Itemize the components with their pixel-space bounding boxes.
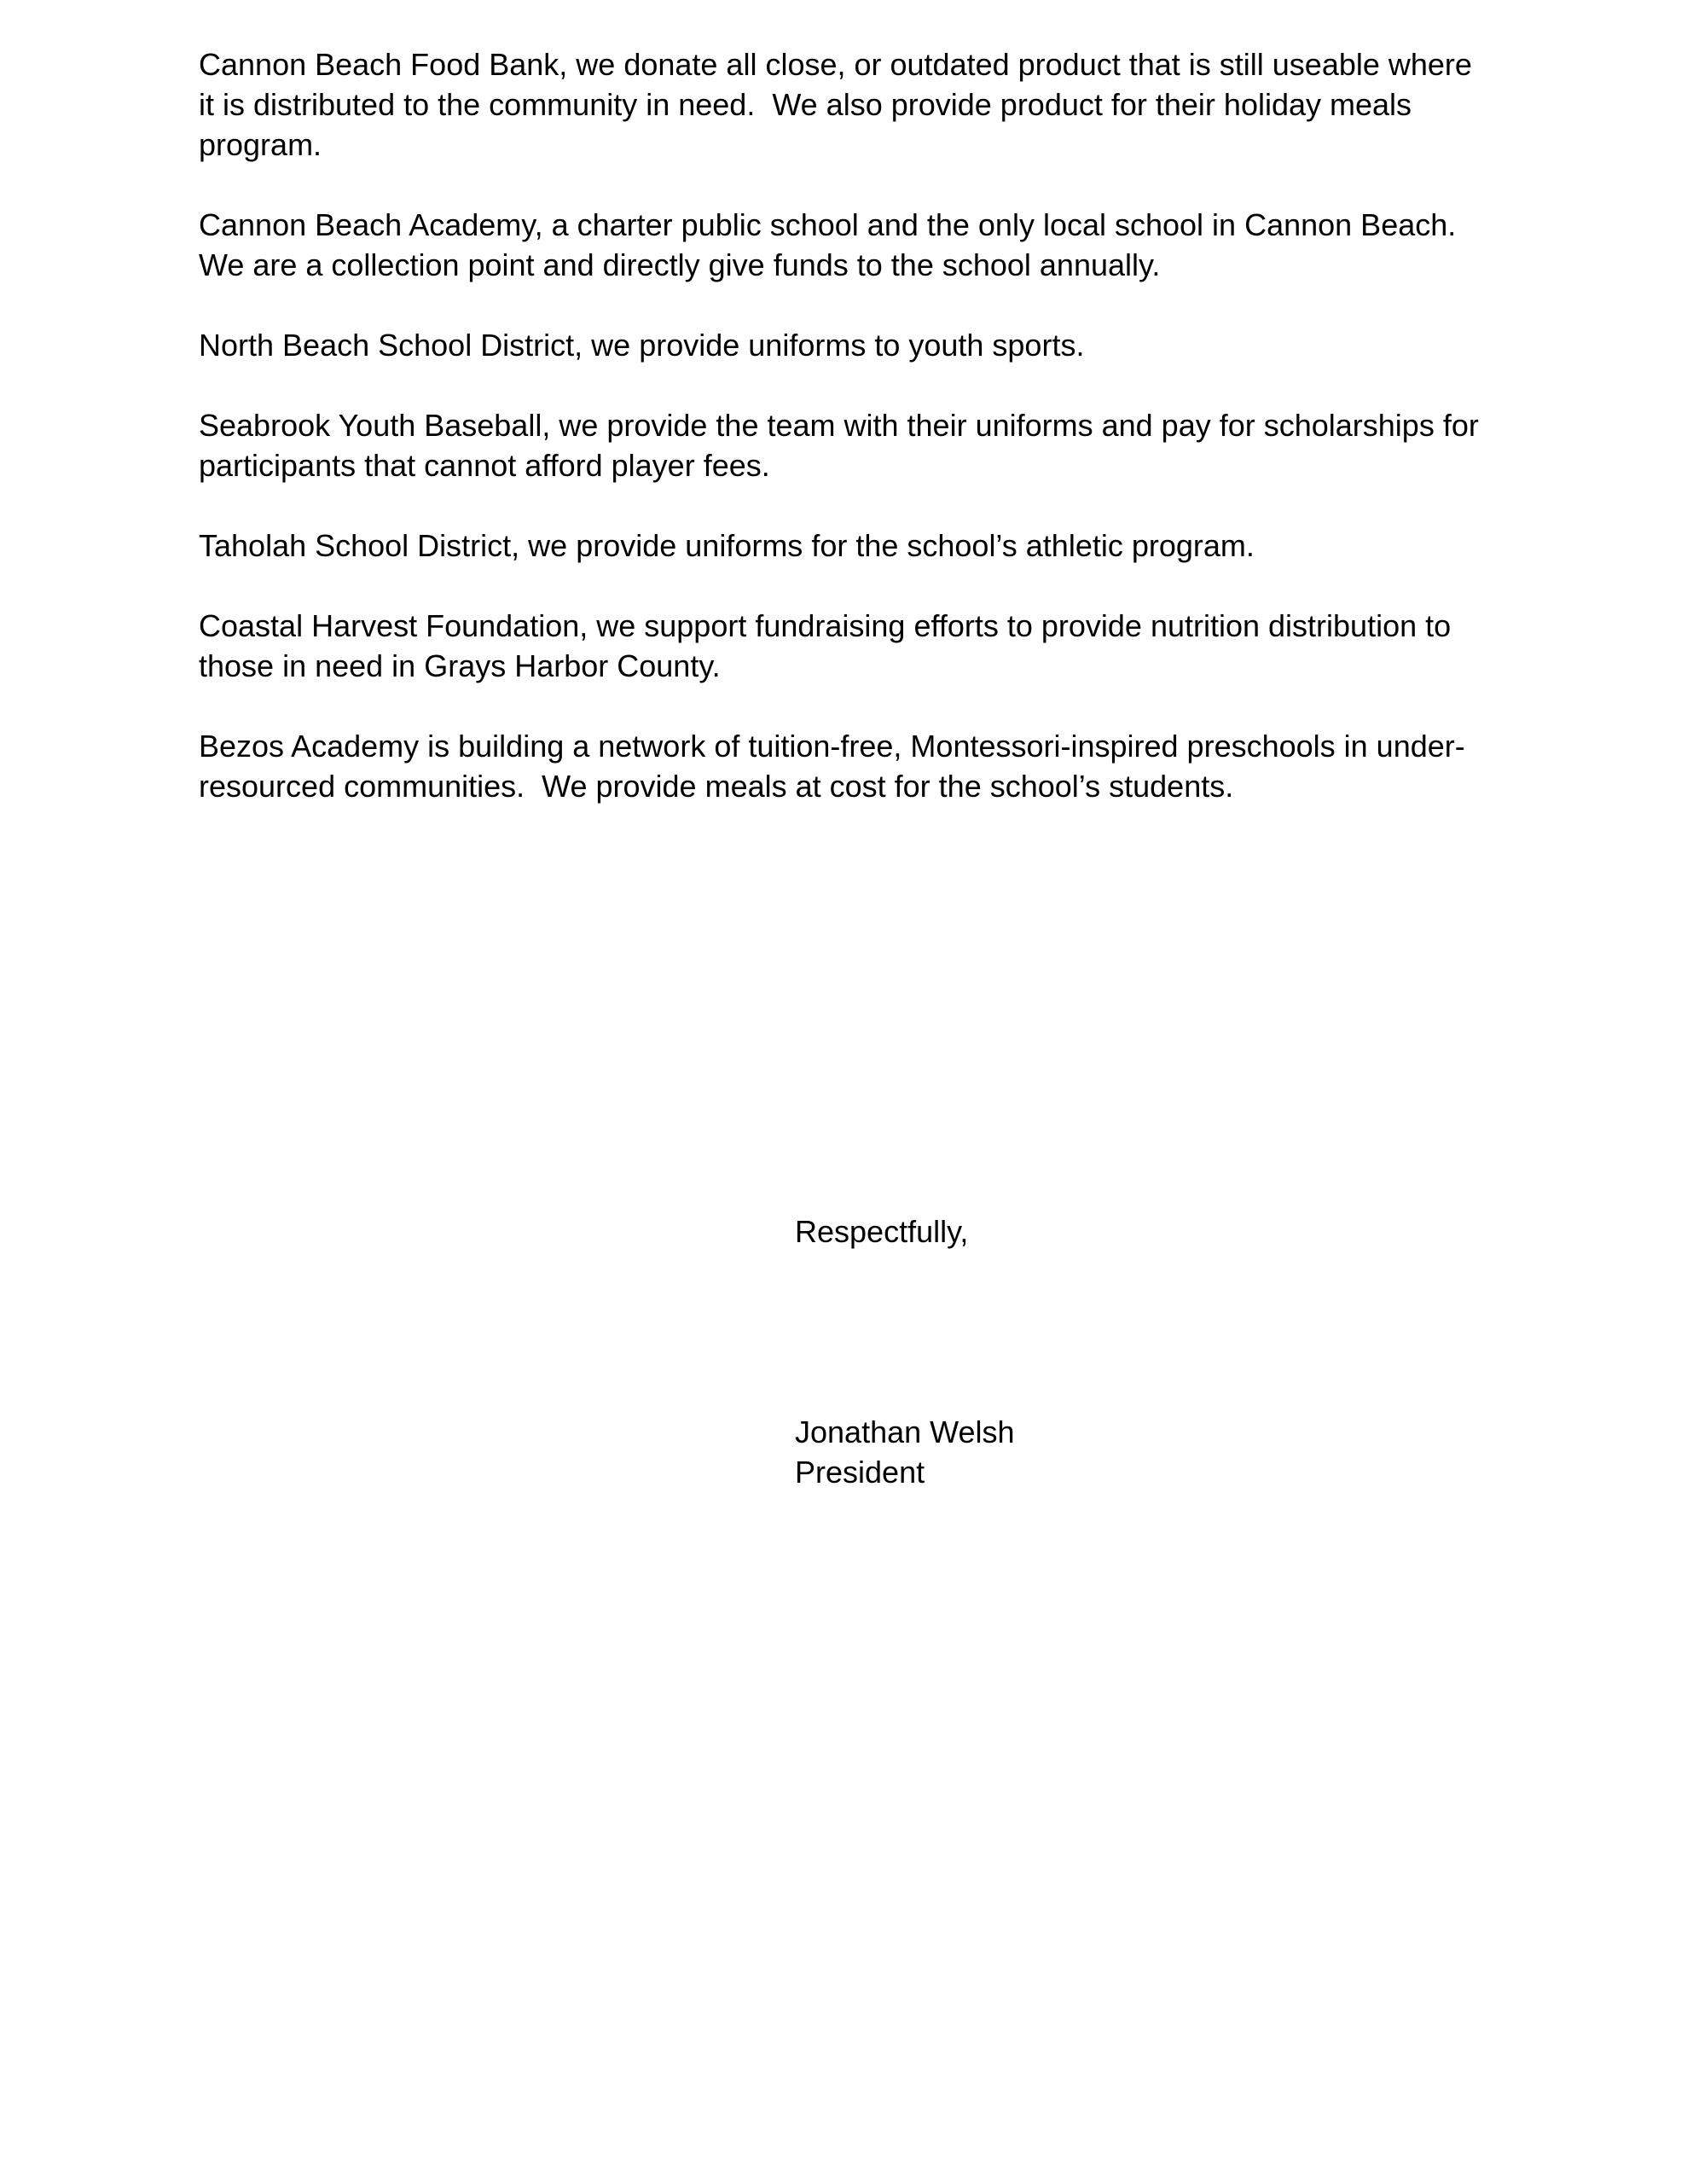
signer-name: Jonathan Welsh: [795, 1414, 1015, 1449]
paragraph-bezos-academy: Bezos Academy is building a network of tuition-free, Montessori-inspired preschools in under-resourced communities. We provide meals at cost for the school’s students.: [199, 729, 1465, 804]
paragraph-cannon-beach-academy: Cannon Beach Academy, a charter public school and the only local school in Cannon Beach. We are a collection point and directly give funds to the school annually.: [199, 207, 1465, 282]
paragraph-seabrook-youth-baseball: Seabrook Youth Baseball, we provide the team with their uniforms and pay for scholarships for participants that cannot afford player fees.: [199, 408, 1487, 483]
paragraph-coastal-harvest-foundation: Coastal Harvest Foundation, we support fundraising efforts to provide nutrition distribution to those in need in Grays Harbor County.: [199, 608, 1460, 683]
letter-body: [199, 44, 1495, 846]
closing-salutation: Respectfully,: [795, 1214, 969, 1249]
paragraph-north-beach-school-district: North Beach School District, we provide uniforms to youth sports.: [199, 328, 1085, 363]
signature-block: [795, 1412, 1015, 1492]
signer-title: President: [795, 1455, 925, 1490]
paragraph-taholah-school-district: Taholah School District, we provide uniforms for the school’s athletic program.: [199, 528, 1255, 563]
paragraph-cannon-beach-food-bank: Cannon Beach Food Bank, we donate all close, or outdated product that is still useable where it is distributed to the community in need. We also provide product for their holiday meals program.: [199, 47, 1481, 162]
